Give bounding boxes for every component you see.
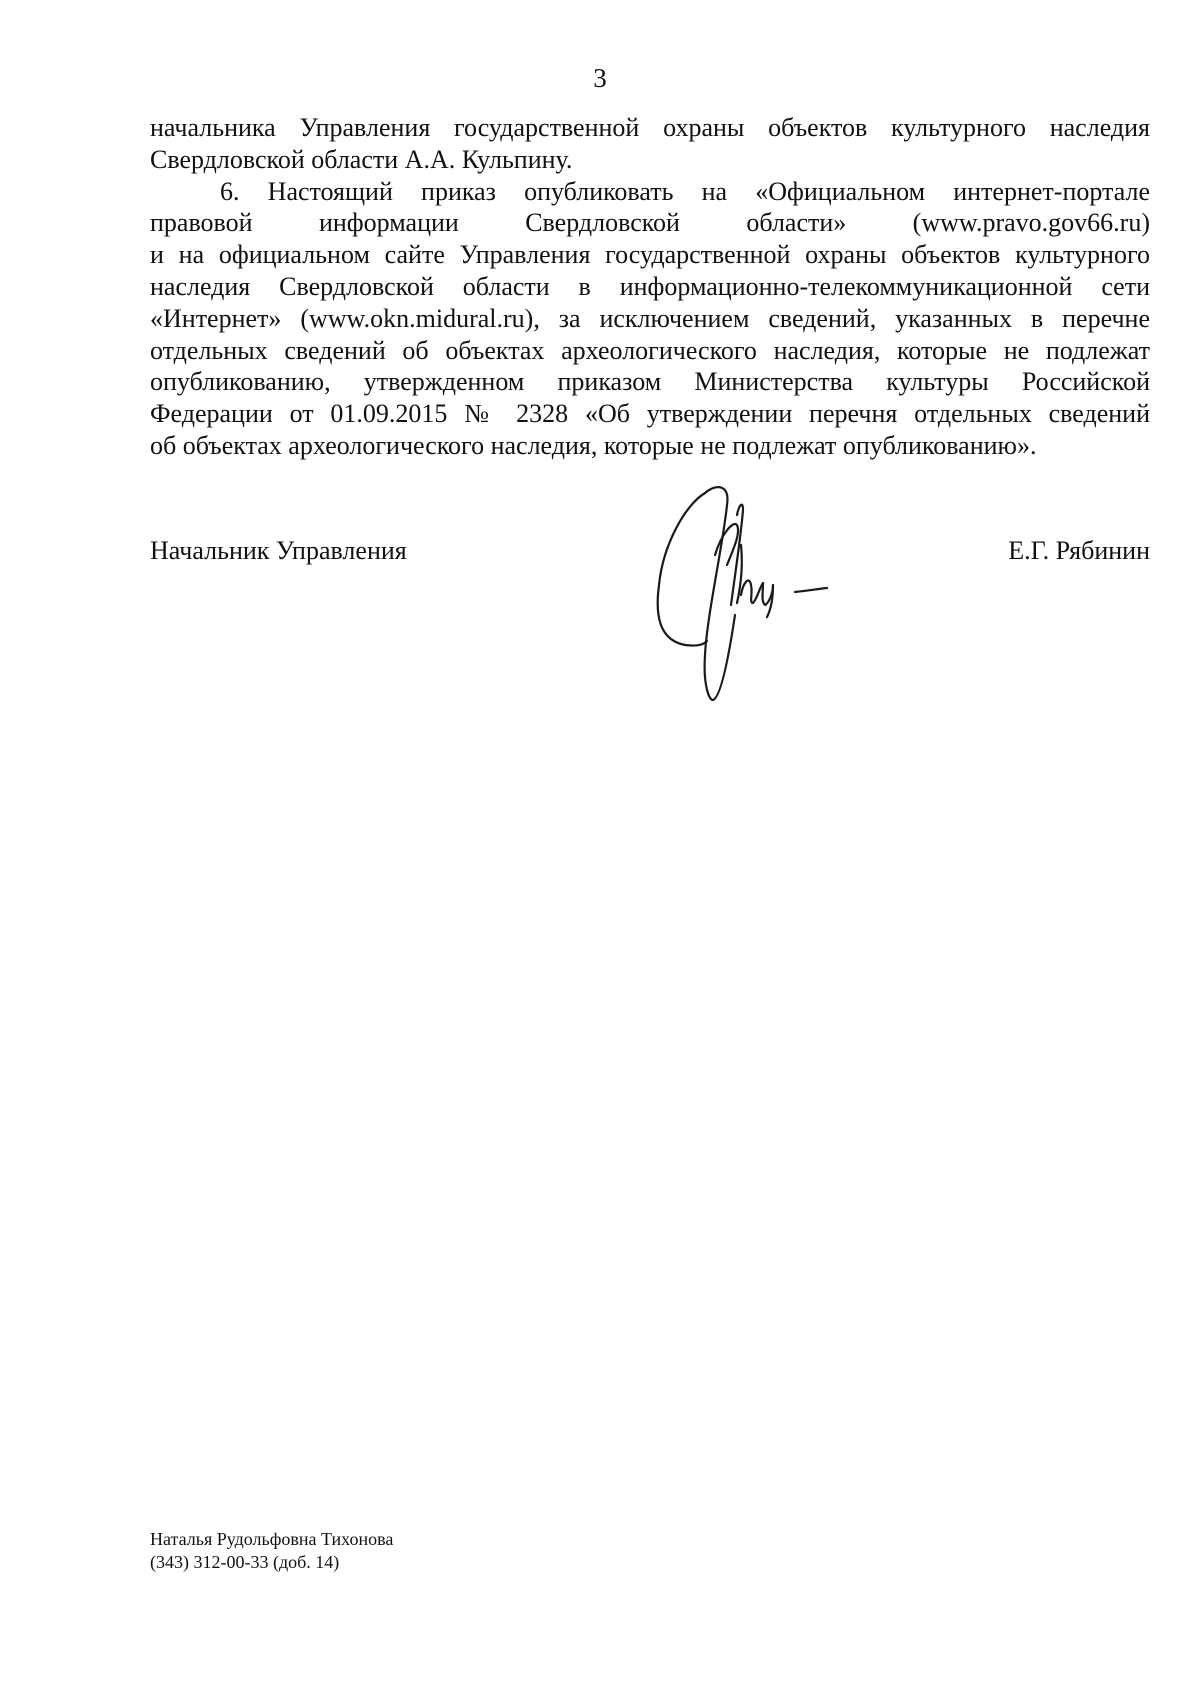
executor-info <box>150 1528 393 1574</box>
signer-position: Начальник Управления <box>150 536 407 565</box>
body-line: опубликованию, утвержденном приказом Министерства культуры Российской <box>150 367 1150 397</box>
body-line: «Интернет» (www.okn.midural.ru), за исключением сведений, указанных в перечне <box>150 303 1150 333</box>
executor-name: Наталья Рудольфовна Тихонова <box>150 1529 394 1549</box>
body-line: наследия Свердловской области в информационно-телекоммуникационной сети <box>150 271 1150 301</box>
body-line: 6. Настоящий приказ опубликовать на «Официальном интернет-портале <box>220 176 1150 206</box>
document-body <box>150 112 1150 462</box>
body-line: и на официальном сайте Управления государственной охраны объектов культурного <box>150 240 1150 270</box>
body-line: Свердловской области А.А. Кульпину. <box>150 144 573 174</box>
signer-name: Е.Г. Рябинин <box>1008 536 1150 565</box>
page-number: 3 <box>593 63 607 93</box>
body-line: начальника Управления государственной охраны объектов культурного наследия <box>150 113 1150 142</box>
executor-phone: (343) 312-00-33 (доб. 14) <box>150 1552 340 1572</box>
body-line: правовой информации Свердловской области» (www.pravo.gov66.ru) <box>150 208 1150 238</box>
handwritten-signature <box>645 475 865 715</box>
body-line: об объектах археологического наследия, которые не подлежат опубликованию». <box>150 430 1037 460</box>
body-line: отдельных сведений об объектах археологического наследия, которые не подлежат <box>150 335 1150 365</box>
body-line: Федерации от 01.09.2015 № 2328 «Об утверждении перечня отдельных сведений <box>150 399 1150 429</box>
